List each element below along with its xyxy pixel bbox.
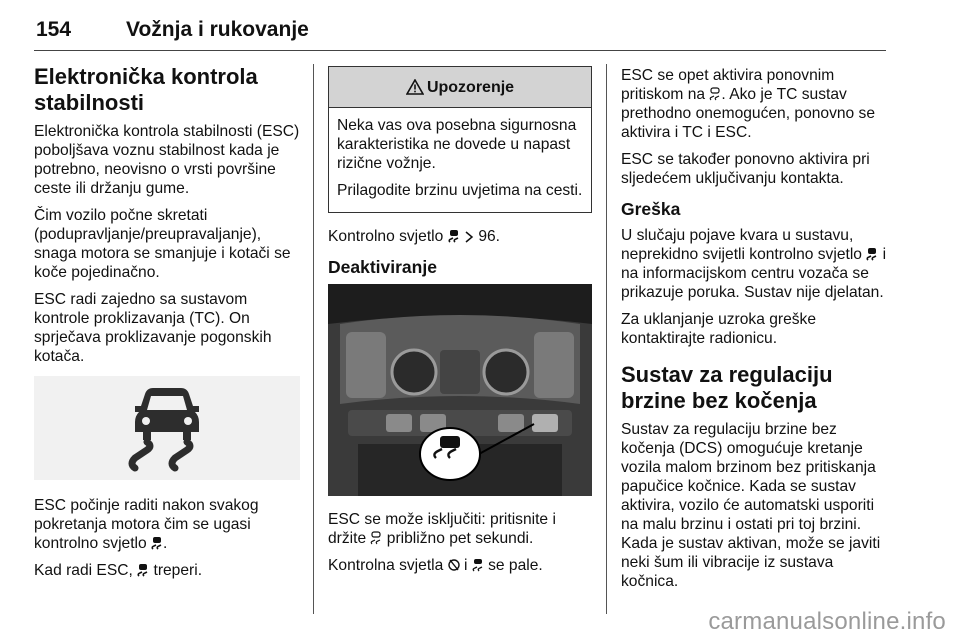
paragraph: Prilagodite brzinu uvjetima na cesti. xyxy=(337,182,583,199)
console-illustration xyxy=(328,284,592,496)
paragraph: Elektronička kontrola stabilnosti (ESC) poboljšava voznu stabilnost kada je potrebno, neovisno o vrsti površine ceste ili držanju gume. xyxy=(34,123,300,197)
paragraph: ESC radi zajedno sa sustavom kontrole proklizavanja (TC). On sprječava proklizavanje pogonskih kotača. xyxy=(34,291,272,365)
page-ref-arrow-icon xyxy=(464,231,474,243)
paragraph: Čim vozilo počne skretati (podupravljanje/preupravaljanje), snaga motora se smanjuje i kotači se koče pojedinačno. xyxy=(34,207,291,281)
column-divider-1 xyxy=(313,64,314,614)
esc-icon xyxy=(448,229,460,243)
paragraph: Neka vas ova posebna sigurnosna karakteristika ne dovede u napast rizične vožnje. xyxy=(337,117,577,172)
warning-triangle-icon xyxy=(406,79,424,95)
paragraph: ESC se također ponovno aktivira pri sljedećem uključivanju kontakta. xyxy=(621,151,870,187)
esc-off-icon xyxy=(709,87,721,101)
esc-icon xyxy=(866,247,878,261)
esc-off-icon xyxy=(370,531,382,545)
page-number: 154 xyxy=(36,18,72,41)
watermark: carmanualsonline.info xyxy=(708,608,946,635)
paragraph: Sustav za regulaciju brzine bez kočenja (DCS) omogućuje kretanje vozila malom brzinom bez pritiskanja papučice kočnice. Kada se sustav aktivira, vozilo će automatski usporiti na malu brzinu i ostati pri toj brzini. Kada je sustav aktivan, može se javiti neki šum ili vibracije iz sustava kočnica. xyxy=(621,421,881,590)
paragraph: ESC počinje raditi nakon svakog pokretanja motora čim se ugasi kontrolno svjetlo . xyxy=(34,497,259,552)
paragraph: Kad radi ESC, treperi. xyxy=(34,562,203,579)
column-1 xyxy=(34,64,300,588)
paragraph: ESC se može isključiti: pritisnite i držite približno pet sekundi. xyxy=(328,511,556,547)
subheading-fault: Greška xyxy=(621,199,681,219)
header-divider xyxy=(34,50,886,51)
console-photo xyxy=(328,284,592,496)
section-heading-dcs: Sustav za regulaciju brzine bez kočenja xyxy=(621,362,833,413)
chapter-title: Vožnja i rukovanje xyxy=(126,18,309,41)
paragraph: Za uklanjanje uzroka greške kontaktirajte radionicu. xyxy=(621,311,817,347)
warning-box xyxy=(328,66,592,213)
paragraph: U slučaju pojave kvara u sustavu, neprekidno svijetli kontrolno svjetlo i na informacijskom centru vozača se prikazuje poruka. Sustav nije djelatan. xyxy=(621,227,887,301)
section-heading-esc: Elektronička kontrola stabilnosti xyxy=(34,64,258,115)
paragraph: ESC se opet aktivira ponovnim pritiskom na . Ako je TC sustav prethodno onemogućen, ponovno se aktivira i TC i ESC. xyxy=(621,67,876,141)
subheading-deactivation: Deaktiviranje xyxy=(328,257,437,277)
esc-skid-car-icon xyxy=(121,384,213,472)
column-divider-2 xyxy=(606,64,607,614)
esc-off-lamp-icon xyxy=(472,558,484,572)
tc-off-icon xyxy=(448,558,460,572)
esc-symbol-figure xyxy=(34,376,300,480)
paragraph: Kontrolno svjetlo 96. xyxy=(328,228,500,245)
column-2 xyxy=(328,66,592,583)
warning-body xyxy=(329,108,591,212)
esc-icon xyxy=(137,563,149,577)
warning-header xyxy=(329,67,591,108)
column-3 xyxy=(621,66,889,599)
warning-title: Upozorenje xyxy=(426,78,515,96)
paragraph: Kontrolna svjetla i se pale. xyxy=(328,557,543,574)
esc-icon xyxy=(151,536,163,550)
